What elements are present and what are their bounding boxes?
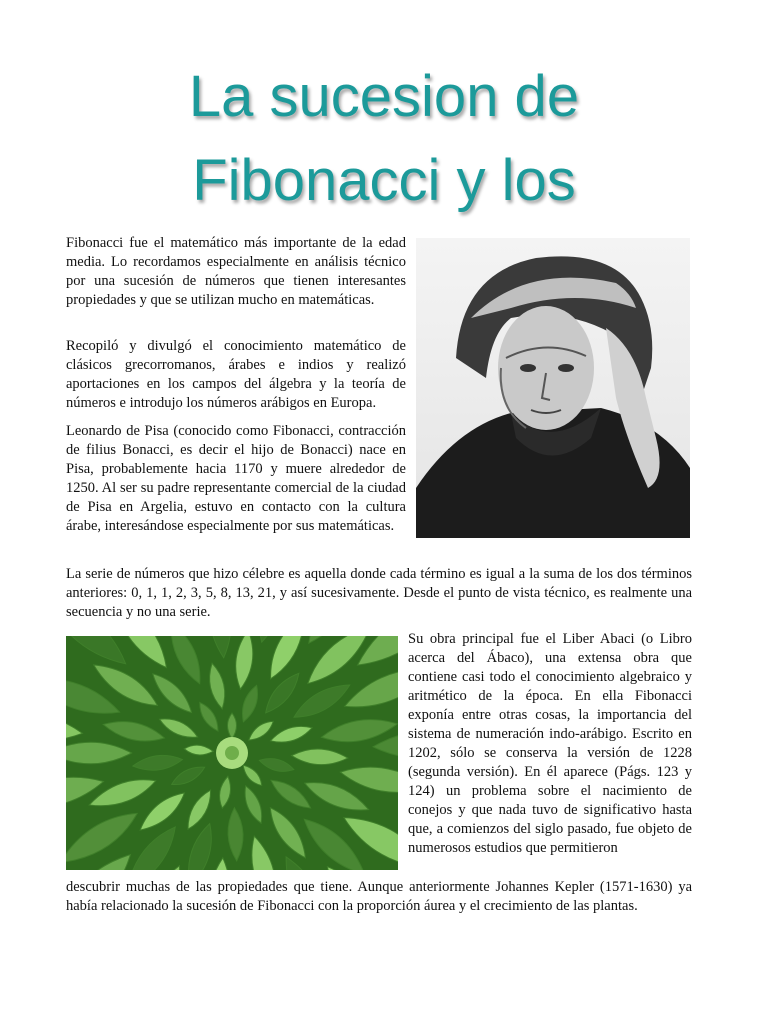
paragraph-sequence: La serie de números que hizo célebre es aquella donde cada término es igual a la suma de los dos términos anteriores: 0, 1, 1, 2, 3, 5, 8, 13, 21, y así sucesivamente. Desde el punto de vista técnico, es realmente una secuencia y no una serie. xyxy=(66,566,692,620)
paragraph-contributions: Recopiló y divulgó el conocimiento matemático de clásicos grecorromanos, árabes e indios y realizó aportaciones en los campos del álgebra y la teoría de números e introdujo los números arábigos en Europa. xyxy=(66,338,406,411)
spiral-aloe-plant-image xyxy=(66,636,398,870)
page-title xyxy=(0,55,768,223)
title-line-1: La sucesion de xyxy=(188,64,580,129)
paragraph-liber-abaci: Su obra principal fue el Liber Abaci (o Libro acerca del Ábaco), una extensa obra que contiene casi todo el conocimiento algebraico y aritmético de la época. En ella Fibonacci exponía entre otras cosas, la importancia del sistema de numeración indo-arábigo. Escrito en 1202, sólo se conserva la versión de 1228 (segunda versión). En él aparece (Págs. 123 y 124) un problema sobre el nacimiento de conejos y que nada tuvo de significativo hasta que, a comienzos del siglo pasado, fue objeto de numerosos estudios que permitieron xyxy=(408,631,692,856)
fibonacci-portrait-image xyxy=(416,238,690,538)
paragraph-intro: Fibonacci fue el matemático más importante de la edad media. Lo recordamos especialmente en análisis técnico por una sucesión de números que tienen interesantes propiedades y que se utilizan mucho en matemáticas. xyxy=(66,235,406,308)
title-line-2: Fibonacci y los xyxy=(192,148,576,213)
paragraph-kepler: descubrir muchas de las propiedades que tiene. Aunque anteriormente Johannes Kepler (1571-1630) ya había relacionado la sucesión de Fibonacci con la proporción áurea y el crecimiento de las plantas. xyxy=(66,879,692,914)
paragraph-biography: Leonardo de Pisa (conocido como Fibonacci, contracción de filius Bonacci, es decir el hijo de Bonacci) nace en Pisa, probablemente hacia 1170 y muere alrededor de 1250. Al ser su padre representante comercial de la ciudad de Pisa en Argelia, estuvo en contacto con la cultura árabe, interesándose especialmente por sus matemáticas. xyxy=(66,423,406,534)
